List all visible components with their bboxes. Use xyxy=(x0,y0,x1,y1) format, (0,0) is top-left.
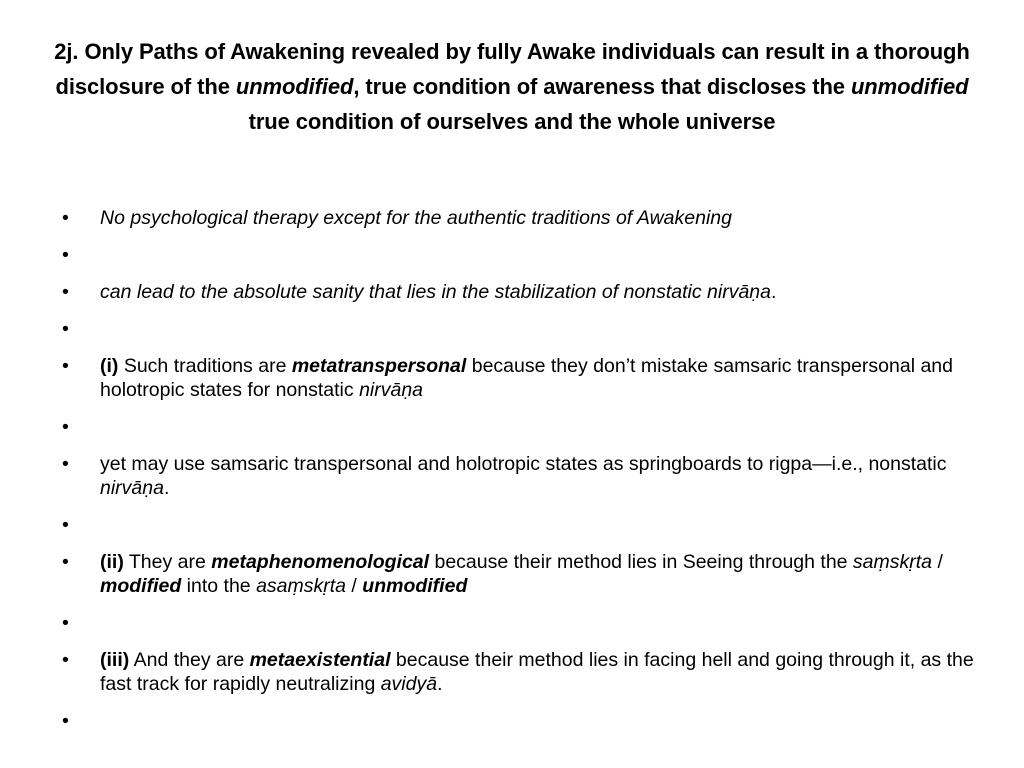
bullet-label: (i) xyxy=(100,355,119,377)
slide-title xyxy=(40,34,984,139)
bullet-text: Such traditions are xyxy=(118,355,292,377)
bullet-item-empty xyxy=(60,415,980,439)
bullet-item-empty xyxy=(60,709,980,733)
bullet-item-empty xyxy=(60,611,980,635)
bullet-text: into the xyxy=(181,575,257,597)
bullet-icon: • xyxy=(62,318,69,340)
title-emphasis: unmodified xyxy=(235,74,354,99)
bullet-item-empty xyxy=(60,317,980,341)
bullet-term: unmodified xyxy=(362,575,468,597)
bullet-emphasis: nirvāṇa xyxy=(359,379,424,401)
bullet-text: . xyxy=(163,477,170,499)
bullet-icon: • xyxy=(62,710,69,732)
bullet-text: No psychological therapy except for the authentic traditions of Awakening xyxy=(100,207,732,229)
bullet-term: modified xyxy=(100,575,182,597)
bullet-text: because their method lies in Seeing through the xyxy=(429,551,853,573)
bullet-text: yet may use samsaric transpersonal and holotropic states as springboards to rigpa—i.e., nonstatic xyxy=(100,453,947,475)
bullet-item xyxy=(60,452,980,500)
bullet-icon: • xyxy=(62,612,69,634)
bullet-icon: • xyxy=(62,649,69,671)
bullet-term: metaexistential xyxy=(249,649,391,671)
bullet-label: (ii) xyxy=(100,551,124,573)
title-emphasis: unmodified xyxy=(850,74,969,99)
bullet-text: because they don’t mistake samsaric transpersonal and holotropic states for nonstatic xyxy=(100,355,953,401)
bullet-icon: • xyxy=(62,355,69,377)
title-text: true condition of ourselves and the whole universe xyxy=(248,109,776,134)
bullet-text: . xyxy=(771,281,777,303)
bullet-item-empty xyxy=(60,513,980,537)
bullet-emphasis: asaṃskṛta xyxy=(256,575,347,597)
bullet-icon: • xyxy=(62,281,69,303)
title-text: , true condition of awareness that discloses the xyxy=(353,74,851,99)
bullet-item-empty xyxy=(60,243,980,267)
bullet-text: / xyxy=(932,551,943,573)
bullet-term: metatranspersonal xyxy=(291,355,467,377)
bullet-text: And they are xyxy=(129,649,250,671)
bullet-text: can lead to the absolute sanity that lies in the stabilization of nonstatic nirvāṇa xyxy=(100,281,771,303)
bullet-item xyxy=(60,354,980,402)
bullet-emphasis: avidyā xyxy=(380,673,438,695)
bullet-term: metaphenomenological xyxy=(211,551,430,573)
bullet-emphasis: nirvāṇa xyxy=(100,477,164,499)
bullet-icon: • xyxy=(62,551,69,573)
bullet-emphasis: saṃskṛta xyxy=(852,551,933,573)
bullet-icon: • xyxy=(62,244,69,266)
bullet-text: because their method lies in facing hell and going through it, as the fast track for rapidly neutralizing xyxy=(100,649,974,695)
bullet-item xyxy=(60,550,980,598)
bullet-item xyxy=(60,648,980,696)
bullet-item xyxy=(60,280,980,304)
bullet-icon: • xyxy=(62,207,69,229)
bullet-item xyxy=(60,206,980,230)
bullet-list xyxy=(60,206,980,746)
bullet-text: / xyxy=(346,575,363,597)
bullet-text: They are xyxy=(123,551,212,573)
bullet-label: (iii) xyxy=(100,649,130,671)
bullet-icon: • xyxy=(62,453,69,475)
bullet-text: . xyxy=(437,673,443,695)
title-text: 2j. Only Paths of Awakening revealed by fully Awake individuals can result in a thorough disclosure of the xyxy=(54,39,970,99)
bullet-icon: • xyxy=(62,514,69,536)
bullet-icon: • xyxy=(62,416,69,438)
